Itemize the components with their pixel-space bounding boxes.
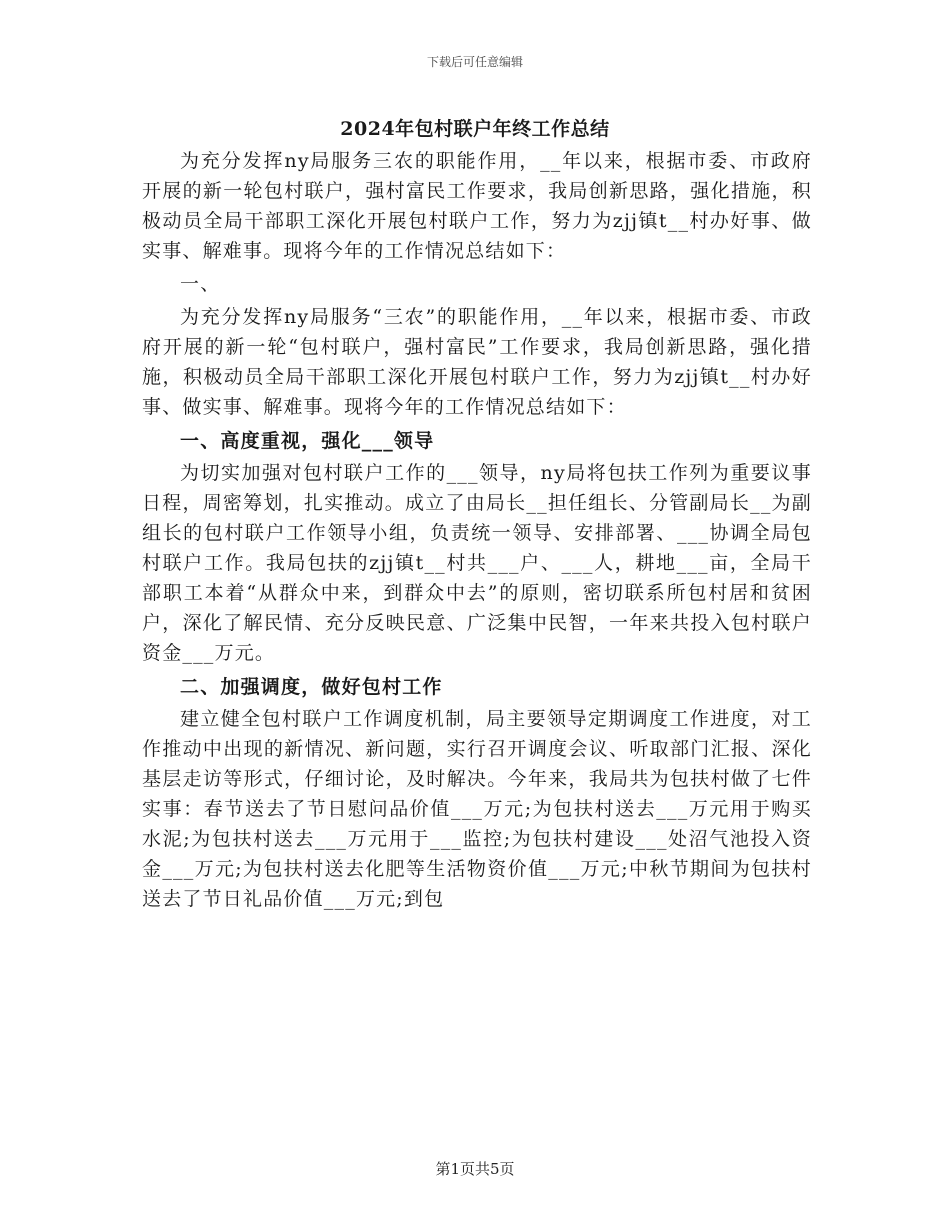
intro-paragraph-repeat: 为充分发挥ny局服务“三农”的职能作用，__年以来，根据市委、市政府开展的新一轮“包村联户，强村富民”工作要求，我局创新思路，强化措施，积极动员全局干部职工深化开展包村联户工作，努力为zjj镇t__村办好事、做实事、解难事。现将今年的工作情况总结如下：: [142, 306, 812, 418]
intro-paragraph: 为充分发挥ny局服务三农的职能作用，__年以来，根据市委、市政府开展的新一轮包村联户，强村富民工作要求，我局创新思路，强化措施，积极动员全局干部职工深化开展包村联户工作，努力为zjj镇t__村办好事、做实事、解难事。现将今年的工作情况总结如下：: [142, 150, 812, 262]
header-note: 下载后可任意编辑: [426, 55, 523, 69]
section-heading-1: 一、高度重视，强化___领导: [180, 430, 435, 452]
section-marker: 一、: [180, 273, 221, 295]
document-body: [142, 146, 812, 914]
section-2-paragraph: 建立健全包村联户工作调度机制，局主要领导定期调度工作进度，对工作推动中出现的新情况、新问题，实行召开调度会议、听取部门汇报、深化基层走访等形式，仔细讨论，及时解决。今年来，我局共为包扶村做了七件实事：春节送去了节日慰问品价值___万元;为包扶村送去___万元用于购买水泥;为包扶村送去___万元用于___监控;为包扶村建设___处沼气池投入资金___万元;为包扶村送去化肥等生活物资价值___万元;中秋节期间为包扶村送去了节日礼品价值___万元;到包: [142, 708, 812, 910]
section-1-paragraph: 为切实加强对包村联户工作的___领导，ny局将包扶工作列为重要议事日程，周密筹划，扎实推动。成立了由局长__担任组长、分管副局长__为副组长的包村联户工作领导小组，负责统一领导、安排部署、___协调全局包村联户工作。我局包扶的zjj镇t__村共___户、___人，耕地___亩，全局干部职工本着“从群众中来，到群众中去”的原则，密切联系所包村居和贫困户，深化了解民情、充分反映民意、广泛集中民智，一年来共投入包村联户资金___万元。: [142, 462, 812, 664]
page-footer: 第1页共5页: [435, 1160, 515, 1178]
document-title: 2024年包村联户年终工作总结: [340, 118, 610, 140]
section-heading-2: 二、加强调度，做好包村工作: [180, 676, 443, 698]
